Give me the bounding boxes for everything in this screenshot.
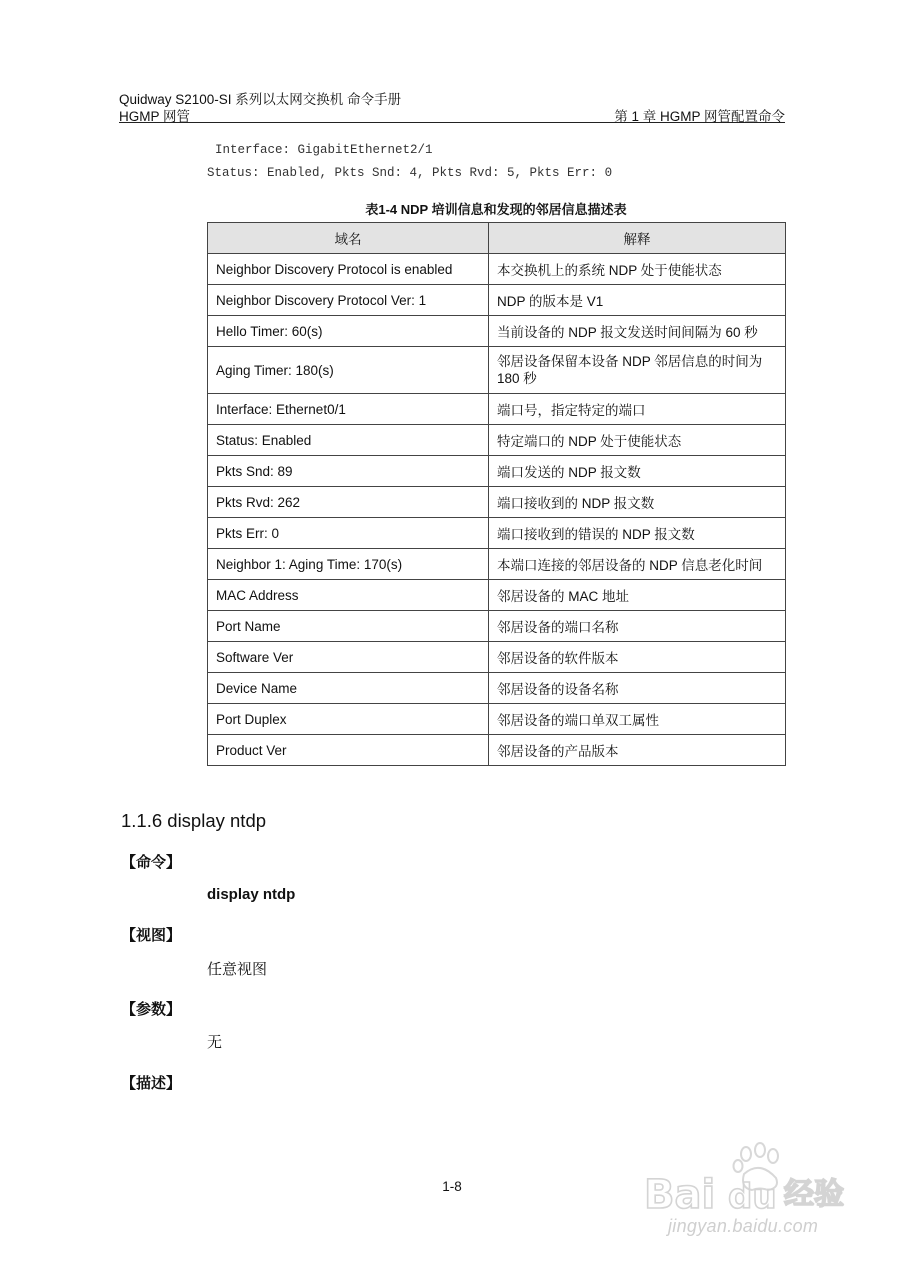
description-cell: 邻居设备的设备名称 [489,673,786,704]
view-text: 任意视图 [207,960,268,978]
field-cell: Device Name [208,673,489,704]
command-text: display ntdp [207,886,296,903]
description-cell: 邻居设备保留本设备 NDP 邻居信息的时间为 180 秒 [489,347,786,394]
table-row [208,487,786,518]
description-cell: 邻居设备的 MAC 地址 [489,580,786,611]
chapter-title: 第 1 章 HGMP 网管配置命令 [614,109,785,124]
watermark-url: jingyan.baidu.com [668,1216,819,1236]
svg-text:经验: 经验 [784,1177,844,1212]
description-heading: 【描述】 [121,1075,182,1092]
description-cell: 邻居设备的软件版本 [489,642,786,673]
description-cell: 端口号，指定特定的端口 [489,394,786,425]
field-cell: Status: Enabled [208,425,489,456]
table-row [208,518,786,549]
field-cell: Aging Timer: 180(s) [208,347,489,394]
description-cell: NDP 的版本是 V1 [489,285,786,316]
field-cell: Pkts Rvd: 262 [208,487,489,518]
table-row [208,673,786,704]
description-cell: 本交换机上的系统 NDP 处于使能状态 [489,254,786,285]
view-heading: 【视图】 [121,927,182,944]
field-cell: Pkts Err: 0 [208,518,489,549]
table-header-row [208,223,786,254]
table-row [208,611,786,642]
description-cell: 本端口连接的邻居设备的 NDP 信息老化时间 [489,549,786,580]
field-cell: Port Name [208,611,489,642]
table-row [208,549,786,580]
param-heading: 【参数】 [121,1001,182,1018]
field-cell: Neighbor Discovery Protocol is enabled [208,254,489,285]
field-cell: Product Ver [208,735,489,766]
param-text: 无 [207,1033,223,1051]
table-row [208,642,786,673]
header-description: 解释 [489,223,786,254]
chapter-short: HGMP 网管 [119,109,191,124]
section-title: 1.1.6 display ntdp [121,810,267,831]
svg-text:du: du [728,1177,777,1217]
description-cell: 当前设备的 NDP 报文发送时间间隔为 60 秒 [489,316,786,347]
table-row [208,316,786,347]
page-number: 1-8 [442,1179,462,1194]
table-row [208,580,786,611]
table-row [208,285,786,316]
field-cell: Neighbor Discovery Protocol Ver: 1 [208,285,489,316]
ndp-field-table [207,222,786,766]
header-field: 域名 [208,223,489,254]
doc-title: Quidway S2100-SI 系列以太网交换机 命令手册 [119,92,402,107]
description-cell: 邻居设备的产品版本 [489,735,786,766]
description-cell: 邻居设备的端口单双工属性 [489,704,786,735]
field-cell: Hello Timer: 60(s) [208,316,489,347]
description-cell: 特定端口的 NDP 处于使能状态 [489,425,786,456]
description-cell: 邻居设备的端口名称 [489,611,786,642]
table-row [208,347,786,394]
command-heading: 【命令】 [121,854,182,871]
table-row [208,456,786,487]
field-cell: Pkts Snd: 89 [208,456,489,487]
code-line-2: Status: Enabled, Pkts Snd: 4, Pkts Rvd: 5, Pkts Err: 0 [207,166,613,180]
description-cell: 端口接收到的 NDP 报文数 [489,487,786,518]
field-cell: MAC Address [208,580,489,611]
header-divider [119,122,785,123]
code-line-1: Interface: GigabitEthernet2/1 [215,143,433,157]
description-cell: 端口发送的 NDP 报文数 [489,456,786,487]
svg-text:Bai: Bai [644,1172,716,1218]
table-caption: 表1-4 NDP 培训信息和发现的邻居信息描述表 [365,202,627,217]
field-cell: Interface: Ethernet0/1 [208,394,489,425]
description-cell: 端口接收到的错误的 NDP 报文数 [489,518,786,549]
table-row [208,704,786,735]
table-row [208,735,786,766]
table-row [208,394,786,425]
field-cell: Port Duplex [208,704,489,735]
table-row [208,425,786,456]
field-cell: Neighbor 1: Aging Time: 170(s) [208,549,489,580]
baidu-jingyan-watermark-logo [640,1140,870,1220]
table-row [208,254,786,285]
field-cell: Software Ver [208,642,489,673]
